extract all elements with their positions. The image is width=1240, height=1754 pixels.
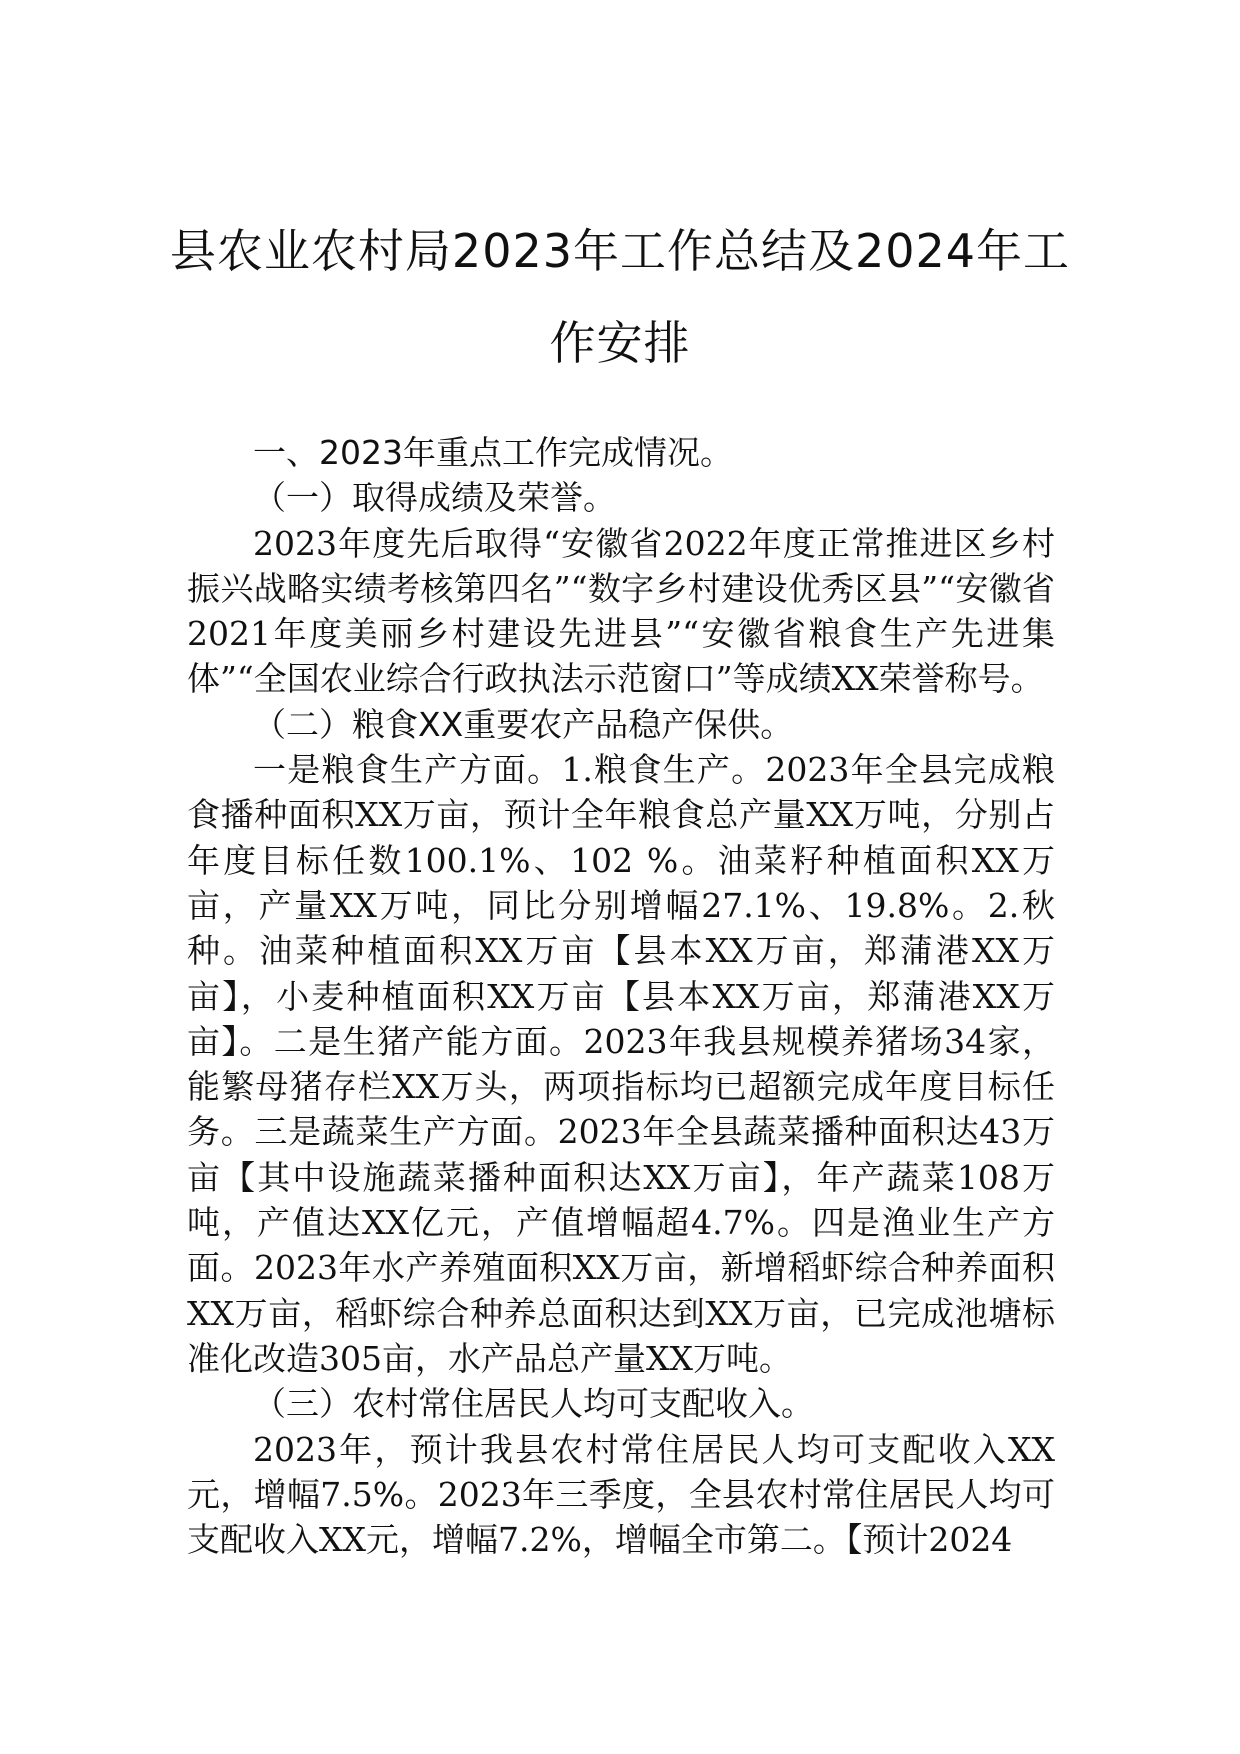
section-heading-1: 一、2023年重点工作完成情况。 bbox=[253, 433, 733, 472]
paragraph-income: 2023年，预计我县农村常住居民人均可支配收入XX元，增幅7.5%。2023年三季度，全县农村常住居民人均可支配收入XX元，增幅7.2%，增幅全市第二。【预计2024 bbox=[187, 1429, 1055, 1560]
subsection-heading-2: （二）粮食XX重要农产品稳产保供。 bbox=[253, 704, 794, 744]
paragraph-production: 一是粮食生产方面。1.粮食生产。2023年全县完成粮食播种面积XX万亩，预计全年粮食总产量XX万吨，分别占年度目标任数100.1%、102 %。油菜籽种植面积XX万亩，产量XX万吨，同比分别增幅27.1%、19.8%。2.秋种。油菜种植面积XX万亩【县本XX万亩，郑蒲港XX万亩】，小麦种植面积XX万亩【县本XX万亩，郑蒲港XX万亩】。二是生猪产能方面。2023年我县规模养猪场34家，能繁母猪存栏XX万头，两项指标均已超额完成年度目标任务。三是蔬菜生产方面。2023年全县蔬菜播种面积达43万亩【其中设施蔬菜播种面积达XX万亩】，年产蔬菜108万吨，产值达XX亿元，产值增幅超4.7%。四是渔业生产方面。2023年水产养殖面积XX万亩，新增稻虾综合种养面积XX万亩，稻虾综合种养总面积达到XX万亩，已完成池塘标准化改造305亩，水产品总产量XX万吨。 bbox=[187, 750, 1055, 1378]
subsection-heading-1: （一）取得成绩及荣誉。 bbox=[253, 478, 616, 518]
document-body bbox=[187, 430, 1055, 1562]
document-title: 县农业农村局2023年工作总结及2024年工作安排 bbox=[169, 224, 1071, 370]
paragraph-honors: 2023年度先后取得“安徽省2022年度正常推进区乡村振兴战略实绩考核第四名”“数字乡村建设优秀区县”“安徽省2021年度美丽乡村建设先进县”“安徽省粮食生产先进集体”“全国农业综合行政执法示范窗口”等成绩XX荣誉称号。 bbox=[187, 523, 1055, 699]
subsection-heading-3: （三）农村常住居民人均可支配收入。 bbox=[253, 1384, 814, 1424]
